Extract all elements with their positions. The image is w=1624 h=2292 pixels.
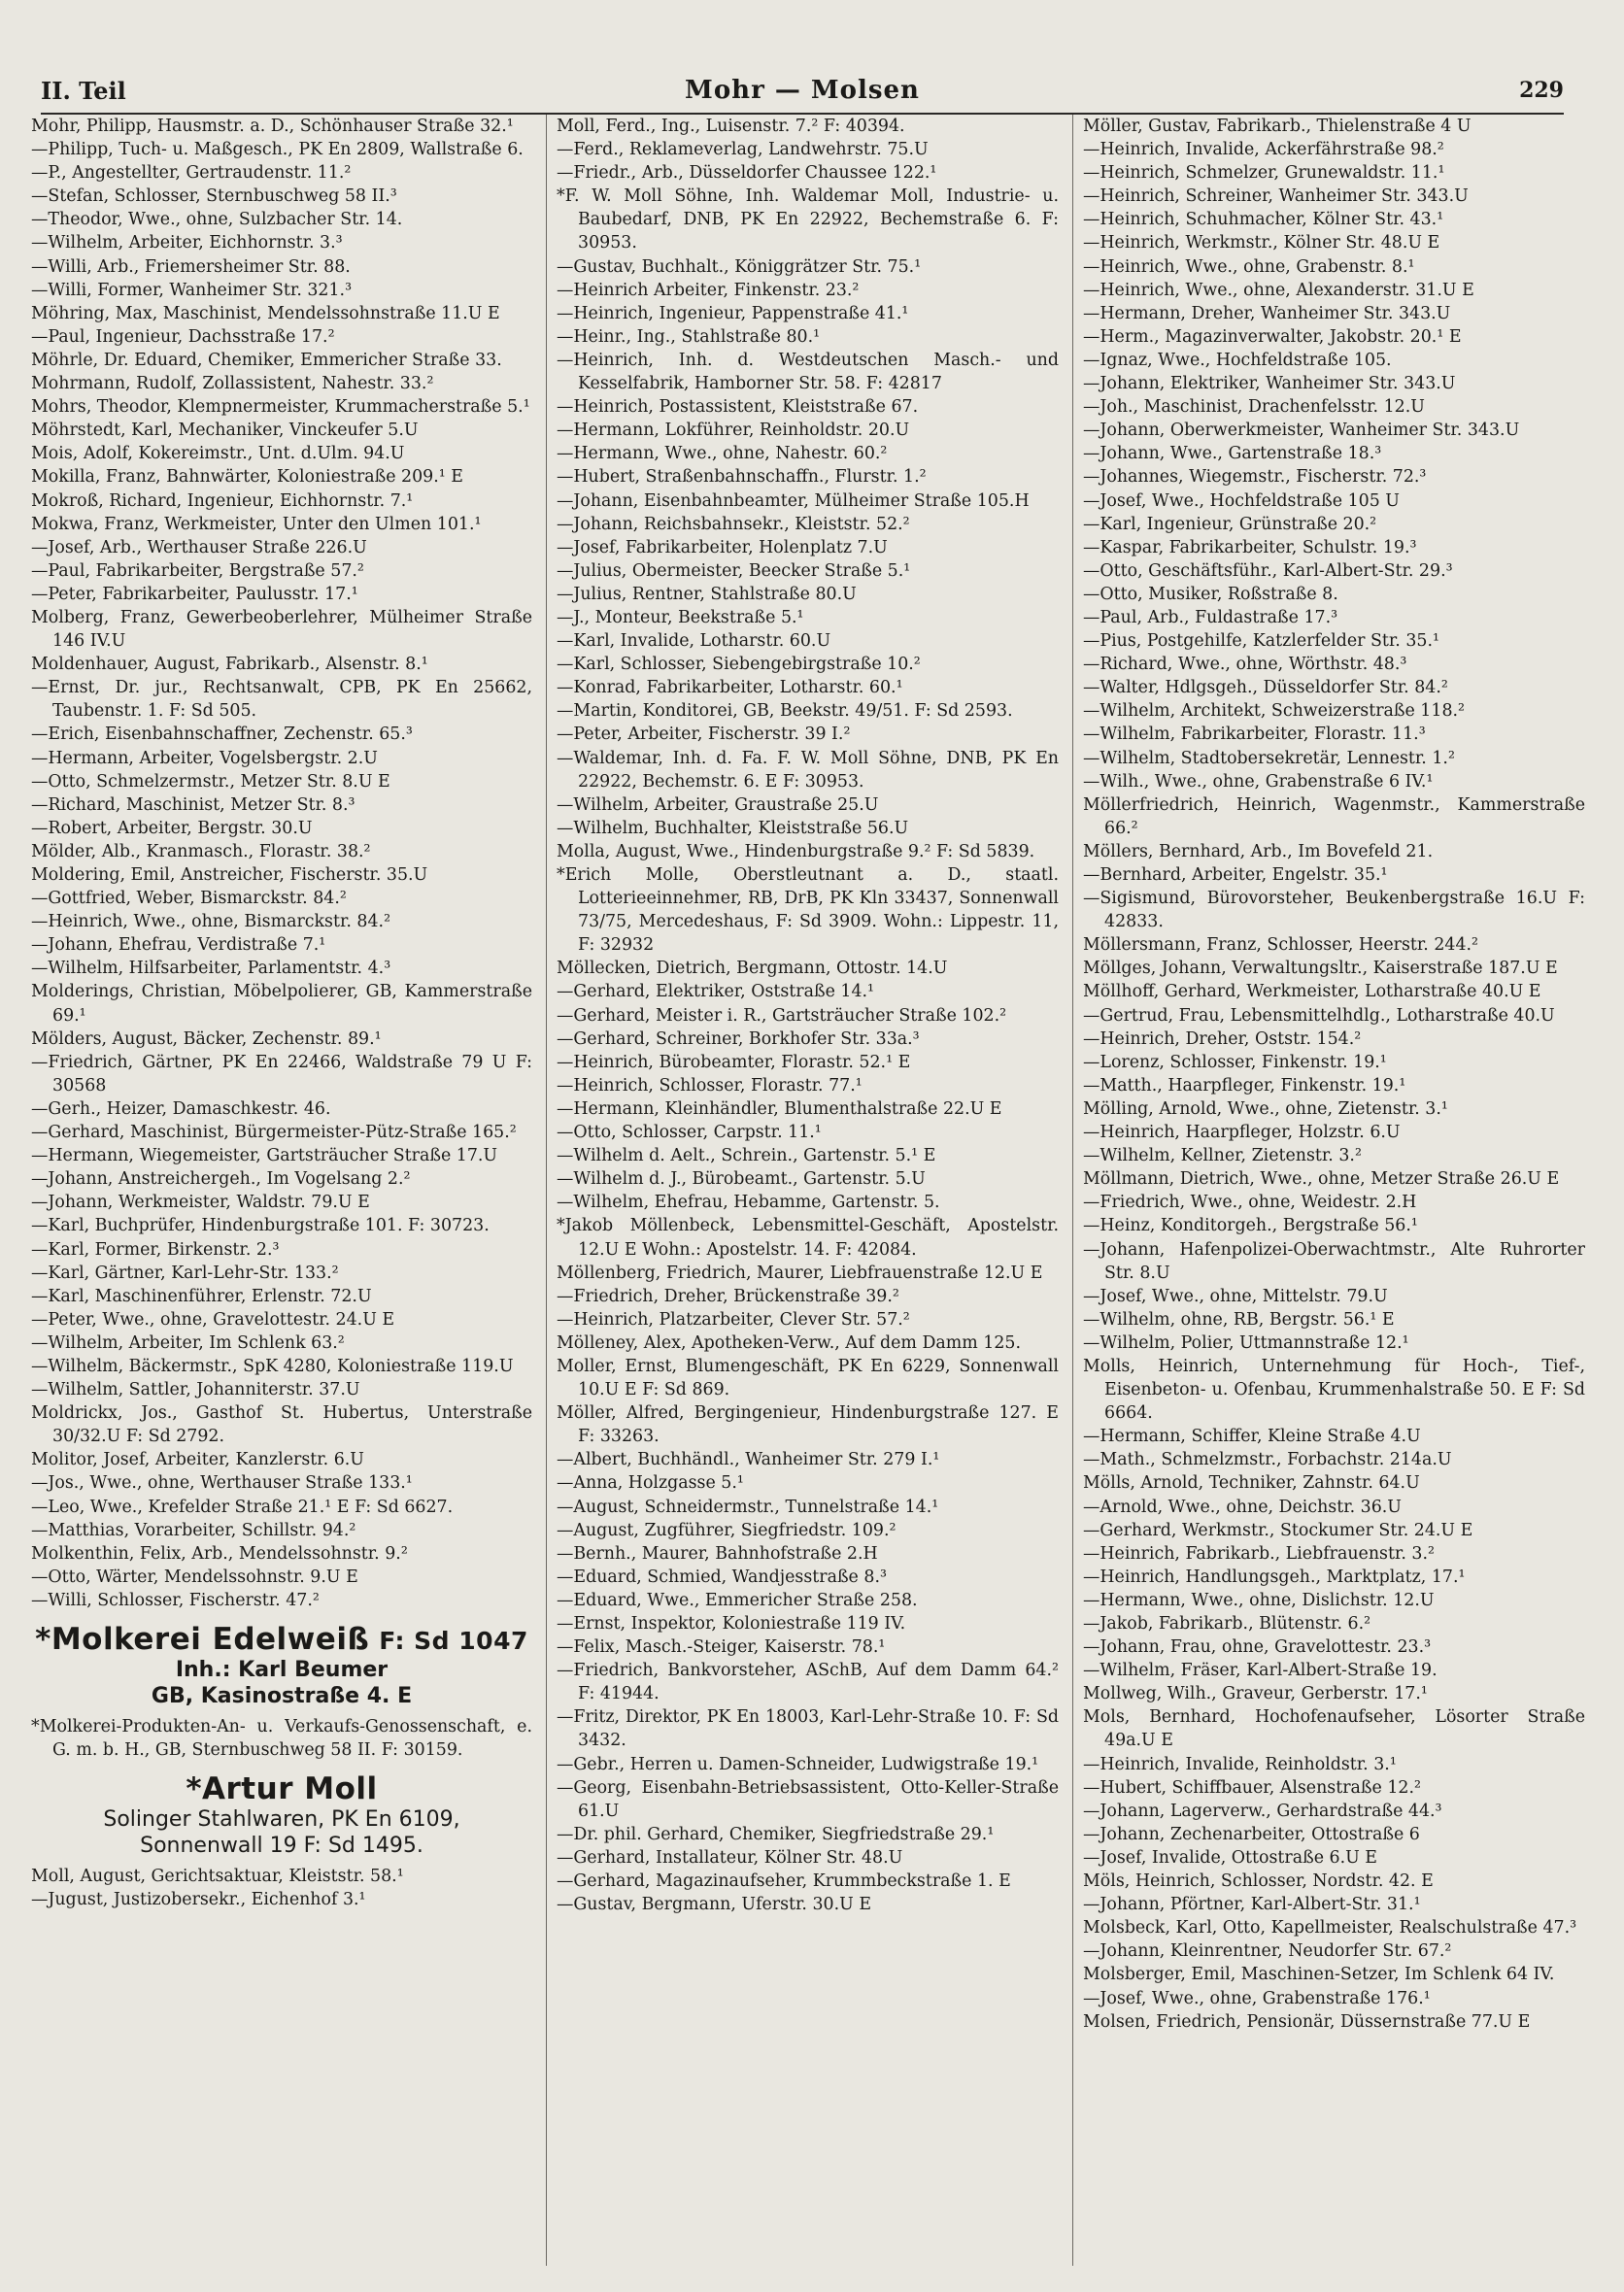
directory-entry: —Lorenz, Schlosser, Finkenstr. 19.¹	[1083, 1052, 1387, 1072]
directory-entry: —Josef, Wwe., Hochfeldstraße 105 U	[1083, 490, 1400, 511]
directory-entry: —Herm., Magazinverwalter, Jakobstr. 20.¹ E	[1083, 326, 1462, 347]
directory-entry: —Johann, Reichsbahnsekr., Kleiststr. 52.²	[557, 514, 910, 534]
directory-entry: Molberg, Franz, Gewerbeoberlehrer, Mülheimer Straße 146 IV.U	[31, 607, 532, 652]
directory-entry: Molitor, Josef, Arbeiter, Kanzlerstr. 6.U	[31, 1450, 364, 1470]
directory-entry: —Karl, Ingenieur, Grünstraße 20.²	[1083, 514, 1377, 534]
directory-entry: —Richard, Wwe., ohne, Wörthstr. 48.³	[1083, 655, 1407, 675]
directory-entry: —Wilhelm, Stadtobersekretär, Lennestr. 1.²	[1083, 748, 1455, 768]
directory-entry: —Julius, Obermeister, Beecker Straße 5.¹	[557, 560, 911, 581]
directory-entry: —Walter, Hdlgsgeh., Düsseldorfer Str. 84.²	[1083, 678, 1448, 698]
directory-entry: —Heinrich, Inh. d. Westdeutschen Masch.- und Kesselfabrik, Hamborner Str. 58. F: 42817	[557, 350, 1059, 394]
ad-moll-name: *Artur Moll	[186, 1771, 378, 1807]
directory-entry: —Peter, Fabrikarbeiter, Paulusstr. 17.¹	[31, 584, 358, 604]
directory-entry: —Wilhelm d. J., Bürobeamt., Gartenstr. 5.U	[557, 1169, 926, 1190]
directory-entry: Moldenhauer, August, Fabrikarb., Alsenstr. 8.¹	[31, 655, 428, 675]
directory-entry: —Gerhard, Elektriker, Oststraße 14.¹	[557, 982, 875, 1002]
directory-entry: —Heinrich, Schuhmacher, Kölner Str. 43.¹	[1083, 210, 1444, 230]
directory-entry: —Hermann, Kleinhändler, Blumenthalstraße 22.U E	[557, 1098, 1002, 1119]
directory-entry: —Jos., Wwe., ohne, Werthauser Straße 133.¹	[31, 1473, 413, 1494]
directory-entry: —Heinz, Konditorgeh., Bergstraße 56.¹	[1083, 1216, 1418, 1236]
directory-entry: —Ferd., Reklameverlag, Landwehrstr. 75.U	[557, 140, 929, 160]
directory-entry: —Johann, Eisenbahnbeamter, Mülheimer Straße 105.H	[557, 490, 1030, 511]
directory-entry: —Heinrich, Fabrikarb., Liebfrauenstr. 3.²	[1083, 1543, 1435, 1564]
directory-entry: —P., Angestellter, Gertraudenstr. 11.²	[31, 163, 352, 184]
directory-entry: —Johannes, Wiegemstr., Fischerstr. 72.³	[1083, 467, 1427, 488]
directory-entry: —Hermann, Wwe., ohne, Nahestr. 60.²	[557, 444, 888, 464]
directory-entry: Moller, Ernst, Blumengeschäft, PK En 6229, Sonnenwall 10.U E F: Sd 869.	[557, 1356, 1059, 1400]
directory-entry: —Wilhelm, Polier, Uttmannstraße 12.¹	[1083, 1332, 1409, 1353]
directory-entry: Mölders, August, Bäcker, Zechenstr. 89.¹	[31, 1028, 382, 1049]
directory-entry: Moll, August, Gerichtsaktuar, Kleiststr. 58.¹	[31, 1867, 404, 1887]
directory-entry: —Johann, Ehefrau, Verdistraße 7.¹	[31, 935, 326, 956]
directory-entry: Möllges, Johann, Verwaltungsltr., Kaiserstraße 187.U E	[1083, 959, 1558, 979]
directory-entry: Mohr, Philipp, Hausmstr. a. D., Schönhauser Straße 32.¹	[31, 117, 514, 136]
directory-entry: —Waldemar, Inh. d. Fa. F. W. Moll Söhne, DNB, PK En 22922, Bechemstr. 6. E F: 30953.	[557, 748, 1059, 792]
directory-entry: —Karl, Buchprüfer, Hindenburgstraße 101. F: 30723.	[31, 1216, 490, 1236]
directory-entry: Mölleney, Alex, Apotheken-Verw., Auf dem Damm 125.	[557, 1332, 1021, 1353]
directory-entry: —Friedrich, Bankvorsteher, ASchB, Auf dem Damm 64.² F: 41944.	[557, 1661, 1059, 1704]
directory-entry: —Richard, Maschinist, Metzer Str. 8.³	[31, 794, 355, 815]
directory-entry: —J., Monteur, Beekstraße 5.¹	[557, 607, 804, 627]
directory-entry: —Paul, Ingenieur, Dachsstraße 17.²	[31, 326, 335, 347]
directory-entry: —Bernhard, Arbeiter, Engelstr. 35.¹	[1083, 865, 1388, 885]
column-1	[31, 115, 532, 2266]
directory-entry: Mollweg, Wilh., Graveur, Gerberstr. 17.¹	[1083, 1684, 1428, 1704]
directory-entry: —Friedr., Arb., Düsseldorfer Chaussee 122.¹	[557, 163, 937, 184]
directory-entry: —Robert, Arbeiter, Bergstr. 30.U	[31, 818, 313, 838]
directory-entry: —Julius, Rentner, Stahlstraße 80.U	[557, 584, 857, 604]
directory-entry: —Josef, Arb., Werthauser Straße 226.U	[31, 537, 367, 557]
directory-entry: —Jakob, Fabrikarb., Blütenstr. 6.²	[1083, 1614, 1371, 1634]
directory-entry: *Erich Molle, Oberstleutnant a. D., staatl. Lotterieeinnehmer, RB, DrB, PK Kln 33437, Sonnenwall 73/75, Mercedeshaus, F: Sd 3909. Wohn.: Lippestr. 11, F: 32932	[557, 865, 1059, 956]
directory-entry: —Friedrich, Gärtner, PK En 22466, Waldstraße 79 U F: 30568	[31, 1052, 532, 1095]
directory-entry: —Ernst, Dr. jur., Rechtsanwalt, CPB, PK En 25662, Taubenstr. 1. F: Sd 505.	[31, 678, 532, 722]
directory-entry: —Heinrich, Schlosser, Florastr. 77.¹	[557, 1075, 863, 1095]
directory-entry: —Math., Schmelzmstr., Forbachstr. 214a.U	[1083, 1450, 1452, 1470]
ad-moll-line2: Sonnenwall 19 F: Sd 1495.	[140, 1834, 423, 1859]
directory-entry: *Jakob Möllenbeck, Lebensmittel-Geschäft, Apostelstr. 12.U E Wohn.: Apostelstr. 14. F: 42084.	[557, 1216, 1059, 1260]
directory-entry: —Hermann, Wiegemeister, Gartsträucher Straße 17.U	[31, 1146, 498, 1166]
directory-entry: —Heinrich, Schreiner, Wanheimer Str. 343.U	[1083, 186, 1469, 207]
directory-entry: —Heinrich, Bürobeamter, Florastr. 52.¹ E	[557, 1052, 911, 1072]
directory-entry: Mölling, Arnold, Wwe., ohne, Zietenstr. 3.¹	[1083, 1098, 1448, 1119]
directory-entry: —Heinrich, Invalide, Ackerfährstraße 98.²	[1083, 140, 1444, 160]
directory-entry: Möhring, Max, Maschinist, Mendelssohnstraße 11.U E	[31, 303, 500, 323]
directory-entry: —Leo, Wwe., Krefelder Straße 21.¹ E F: Sd 6627.	[31, 1497, 454, 1517]
directory-entry: —Gerhard, Maschinist, Bürgermeister-Pütz-Straße 165.²	[31, 1123, 517, 1143]
directory-entry: —Joh., Maschinist, Drachenfelsstr. 12.U	[1083, 397, 1425, 418]
directory-entry: —Konrad, Fabrikarbeiter, Lotharstr. 60.¹	[557, 678, 903, 698]
directory-entry: —Georg, Eisenbahn-Betriebsassistent, Otto-Keller-Straße 61.U	[557, 1777, 1059, 1821]
directory-entry: *Molkerei-Produkten-An- u. Verkaufs-Genossenschaft, e. G. m. b. H., GB, Sternbuschweg 58 II. F: 30159.	[31, 1717, 532, 1761]
directory-entry: —Heinrich, Ingenieur, Pappenstraße 41.¹	[557, 303, 909, 323]
directory-entry: Möllecken, Dietrich, Bergmann, Ottostr. 14.U	[557, 959, 948, 979]
directory-entry: —Willi, Former, Wanheimer Str. 321.³	[31, 280, 353, 300]
directory-entry: —Albert, Buchhändl., Wanheimer Str. 279 I.¹	[557, 1450, 940, 1470]
ad-edelweiss-owner: Inh.: Karl Beumer	[175, 1658, 389, 1682]
directory-entry: Molsbeck, Karl, Otto, Kapellmeister, Realschulstraße 47.³	[1083, 1918, 1577, 1938]
directory-entry: —Pius, Postgehilfe, Katzlerfelder Str. 35.¹	[1083, 631, 1439, 652]
directory-entry: Mokilla, Franz, Bahnwärter, Koloniestraße 209.¹ E	[31, 467, 463, 488]
directory-entry: —Matthias, Vorarbeiter, Schillstr. 94.²	[31, 1520, 356, 1540]
directory-entry: —Wilhelm, Arbeiter, Im Schlenk 63.²	[31, 1332, 345, 1353]
directory-entry: Molkenthin, Felix, Arb., Mendelssohnstr. 9.²	[31, 1543, 408, 1564]
directory-entry: —Friedrich, Dreher, Brückenstraße 39.²	[557, 1286, 899, 1306]
directory-entry: —Felix, Masch.-Steiger, Kaiserstr. 78.¹	[557, 1637, 886, 1658]
directory-entry: —Anna, Holzgasse 5.¹	[557, 1473, 744, 1494]
directory-entry: —Sigismund, Bürovorsteher, Beukenbergstraße 16.U F: 42833.	[1083, 889, 1585, 932]
ad-moll-line1: Solinger Stahlwaren, PK En 6109,	[103, 1807, 460, 1833]
entries-after-edelweiss	[31, 1715, 532, 1762]
directory-entry: Molsberger, Emil, Maschinen-Setzer, Im Schlenk 64 IV.	[1083, 1965, 1555, 1985]
entries-after-moll	[31, 1865, 532, 1911]
directory-entry: —Wilhelm d. Aelt., Schrein., Gartenstr. 5.¹ E	[557, 1146, 936, 1166]
directory-entry: —Heinrich, Handlungsgeh., Marktplatz, 17.¹	[1083, 1567, 1466, 1587]
directory-entry: —Ignaz, Wwe., Hochfeldstraße 105.	[1083, 350, 1392, 370]
directory-entry: —Wilhelm, Buchhalter, Kleiststraße 56.U	[557, 818, 909, 838]
directory-entry: Möllers, Bernhard, Arb., Im Bovefeld 21.	[1083, 841, 1434, 861]
directory-entry: —Heinrich, Haarpfleger, Holzstr. 6.U	[1083, 1123, 1401, 1143]
directory-entry: —Wilhelm, Bäckermstr., SpK 4280, Koloniestraße 119.U	[31, 1356, 514, 1376]
directory-entry: —Josef, Fabrikarbeiter, Holenplatz 7.U	[557, 537, 888, 557]
directory-entry: —Otto, Schmelzermstr., Metzer Str. 8.U E	[31, 771, 390, 792]
directory-entry: Möhrle, Dr. Eduard, Chemiker, Emmericher Straße 33.	[31, 350, 502, 370]
directory-entry: Möhrstedt, Karl, Mechaniker, Vinckeufer 5.U	[31, 421, 419, 441]
directory-entry: —Gerhard, Installateur, Kölner Str. 48.U	[557, 1847, 903, 1868]
directory-entry: —Johann, Wwe., Gartenstraße 18.³	[1083, 444, 1382, 464]
column-2	[546, 115, 1059, 2266]
directory-entry: —Heinrich, Wwe., ohne, Grabenstr. 8.¹	[1083, 256, 1415, 277]
directory-entry: —Paul, Arb., Fuldastraße 17.³	[1083, 607, 1338, 627]
directory-entry: —Eduard, Schmied, Wandjesstraße 8.³	[557, 1567, 887, 1587]
directory-entry: —Karl, Invalide, Lotharstr. 60.U	[557, 631, 831, 652]
directory-entry: —Gottfried, Weber, Bismarckstr. 84.²	[31, 889, 347, 909]
directory-entry: —Wilhelm, Arbeiter, Eichhornstr. 3.³	[31, 233, 343, 253]
directory-entry: —Heinrich, Platzarbeiter, Clever Str. 57.²	[557, 1309, 910, 1330]
directory-entry: —Karl, Former, Birkenstr. 2.³	[31, 1239, 280, 1260]
directory-entry: Mols, Bernhard, Hochofenaufseher, Lösorter Straße 49a.U E	[1083, 1707, 1585, 1751]
entry-columns	[31, 115, 1585, 2266]
directory-entry: —Hermann, Wwe., ohne, Dislichstr. 12.U	[1083, 1590, 1435, 1610]
directory-entry: *F. W. Moll Söhne, Inh. Waldemar Moll, Industrie- u. Baubedarf, DNB, PK En 22922, Bechemstraße 6. F: 30953.	[557, 186, 1059, 253]
directory-entry: —Gerhard, Meister i. R., Gartsträucher Straße 102.²	[557, 1005, 1007, 1026]
column-1-entries	[31, 115, 532, 1612]
directory-entry: —Hubert, Schiffbauer, Alsenstraße 12.²	[1083, 1777, 1421, 1798]
directory-entry: —Johann, Anstreichergeh., Im Vogelsang 2.²	[31, 1169, 411, 1190]
directory-entry: —Hubert, Straßenbahnschaffn., Flurstr. 1.²	[557, 467, 927, 488]
advertisement-artur-moll	[31, 1771, 532, 1859]
directory-entry: —Johann, Frau, ohne, Gravelottestr. 23.³	[1083, 1637, 1432, 1658]
directory-entry: —Peter, Wwe., ohne, Gravelottestr. 24.U E	[31, 1309, 395, 1330]
directory-entry: —Karl, Gärtner, Karl-Lehr-Str. 133.²	[31, 1263, 339, 1283]
directory-entry: —Bernh., Maurer, Bahnhofstraße 2.H	[557, 1543, 878, 1564]
directory-entry: —Karl, Schlosser, Siebengebirgstraße 10.²	[557, 655, 921, 675]
directory-entry: —Heinrich, Dreher, Oststr. 154.²	[1083, 1028, 1362, 1049]
directory-entry: Molsen, Friedrich, Pensionär, Düssernstraße 77.U E	[1083, 2011, 1531, 2032]
directory-entry: —Gustav, Bergmann, Uferstr. 30.U E	[557, 1895, 872, 1915]
page-number: 229	[1519, 78, 1564, 103]
directory-entry: —Johann, Pförtner, Karl-Albert-Str. 31.¹	[1083, 1895, 1421, 1915]
directory-entry: Moldering, Emil, Anstreicher, Fischerstr. 35.U	[31, 865, 428, 885]
column-2-entries	[557, 115, 1059, 1916]
directory-entry: —Wilhelm, Hilfsarbeiter, Parlamentstr. 4.³	[31, 959, 391, 979]
directory-entry: —Peter, Arbeiter, Fischerstr. 39 I.²	[557, 725, 851, 745]
directory-entry: —Ernst, Inspektor, Koloniestraße 119 IV.	[557, 1614, 906, 1634]
page-header	[41, 68, 1564, 115]
directory-entry: Möllerfriedrich, Heinrich, Wagenmstr., Kammerstraße 66.²	[1083, 794, 1585, 838]
directory-entry: Möller, Alfred, Bergingenieur, Hindenburgstraße 127. E F: 33263.	[557, 1403, 1059, 1447]
directory-entry: —Wilhelm, Arbeiter, Graustraße 25.U	[557, 794, 879, 815]
directory-entry: Möllenberg, Friedrich, Maurer, Liebfrauenstraße 12.U E	[557, 1263, 1043, 1283]
directory-entry: —Gebr., Herren u. Damen-Schneider, Ludwigstraße 19.¹	[557, 1754, 1039, 1774]
directory-entry: Moldrickx, Jos., Gasthof St. Hubertus, Unterstraße 30/32.U F: Sd 2792.	[31, 1403, 532, 1447]
ad-edelweiss-phone: F: Sd 1047	[379, 1627, 528, 1655]
directory-entry: —Josef, Invalide, Ottostraße 6.U E	[1083, 1847, 1377, 1868]
directory-entry: —Gerhard, Magazinaufseher, Krummbeckstraße 1. E	[557, 1871, 1011, 1892]
directory-entry: —Gertrud, Frau, Lebensmittelhdlg., Lotharstraße 40.U	[1083, 1005, 1555, 1026]
directory-entry: —Hermann, Schiffer, Kleine Straße 4.U	[1083, 1427, 1421, 1447]
directory-entry: Molls, Heinrich, Unternehmung für Hoch-, Tief-, Eisenbeton- u. Ofenbau, Krummenhalstraße 50. E F: Sd 6664.	[1083, 1356, 1585, 1424]
directory-entry: —Otto, Musiker, Roßstraße 8.	[1083, 584, 1338, 604]
directory-entry: —Karl, Maschinenführer, Erlenstr. 72.U	[31, 1286, 372, 1306]
directory-entry: —Otto, Geschäftsführ., Karl-Albert-Str. 29.³	[1083, 560, 1453, 581]
directory-entry: —Josef, Wwe., ohne, Mittelstr. 79.U	[1083, 1286, 1388, 1306]
directory-entry: —Martin, Konditorei, GB, Beekstr. 49/51. F: Sd 2593.	[557, 701, 1013, 722]
directory-entry: —Willi, Arb., Friemersheimer Str. 88.	[31, 256, 351, 277]
column-3	[1072, 115, 1585, 2266]
directory-entry: —Heinrich, Postassistent, Kleiststraße 67.	[557, 397, 919, 418]
directory-entry: —Wilhelm, Architekt, Schweizerstraße 118.²	[1083, 701, 1466, 722]
directory-entry: —Wilhelm, Fräser, Karl-Albert-Straße 19.	[1083, 1661, 1438, 1681]
directory-entry: —Willi, Schlosser, Fischerstr. 47.²	[31, 1590, 320, 1610]
directory-entry: —Wilhelm, Kellner, Zietenstr. 3.²	[1083, 1146, 1362, 1166]
directory-entry: —Wilhelm, Fabrikarbeiter, Florastr. 11.³	[1083, 725, 1426, 745]
directory-entry: —Gerhard, Schreiner, Borkhofer Str. 33a.³	[557, 1028, 920, 1049]
directory-entry: Molderings, Christian, Möbelpolierer, GB, Kammerstraße 69.¹	[31, 982, 532, 1026]
directory-entry: —Otto, Wärter, Mendelssohnstr. 9.U E	[31, 1567, 358, 1587]
ad-edelweiss-address: GB, Kasinostraße 4. E	[151, 1684, 413, 1708]
directory-entry: Mohrs, Theodor, Klempnermeister, Krummacherstraße 5.¹	[31, 397, 530, 418]
directory-entry: —Gerh., Heizer, Damaschkestr. 46.	[31, 1098, 331, 1119]
directory-entry: —Stefan, Schlosser, Sternbuschweg 58 II.³	[31, 186, 397, 207]
directory-entry: —Erich, Eisenbahnschaffner, Zechenstr. 65.³	[31, 725, 413, 745]
directory-entry: Möllmann, Dietrich, Wwe., ohne, Metzer Straße 26.U E	[1083, 1169, 1560, 1190]
directory-entry: —Johann, Zechenarbeiter, Ottostraße 6	[1083, 1824, 1420, 1844]
directory-entry: —Heinrich, Invalide, Reinholdstr. 3.¹	[1083, 1754, 1397, 1774]
directory-entry: —Johann, Elektriker, Wanheimer Str. 343.U	[1083, 374, 1456, 394]
directory-entry: —Gerhard, Werkmstr., Stockumer Str. 24.U E	[1083, 1520, 1473, 1540]
directory-entry: —Heinrich, Werkmstr., Kölner Str. 48.U E	[1083, 233, 1440, 253]
directory-entry: —Matth., Haarpfleger, Finkenstr. 19.¹	[1083, 1075, 1406, 1095]
directory-entry: Moll, Ferd., Ing., Luisenstr. 7.² F: 40394.	[557, 117, 905, 136]
directory-entry: Möllhoff, Gerhard, Werkmeister, Lotharstraße 40.U E	[1083, 982, 1541, 1002]
directory-entry: —Jugust, Justizobersekr., Eichenhof 3.¹	[31, 1890, 366, 1910]
directory-entry: —Heinr., Ing., Stahlstraße 80.¹	[557, 326, 821, 347]
directory-entry: —Johann, Lagerverw., Gerhardstraße 44.³	[1083, 1801, 1442, 1821]
directory-entry: —Friedrich, Wwe., ohne, Weidestr. 2.H	[1083, 1193, 1417, 1213]
directory-entry: —Arnold, Wwe., ohne, Deichstr. 36.U	[1083, 1497, 1402, 1517]
directory-entry: —Hermann, Arbeiter, Vogelsbergstr. 2.U	[31, 748, 378, 768]
directory-entry: Mölder, Alb., Kranmasch., Florastr. 38.²	[31, 841, 371, 861]
directory-entry: —Kaspar, Fabrikarbeiter, Schulstr. 19.³	[1083, 537, 1417, 557]
directory-entry: —Philipp, Tuch- u. Maßgesch., PK En 2809, Wallstraße 6.	[31, 140, 524, 160]
directory-entry: Möllersmann, Franz, Schlosser, Heerstr. 244.²	[1083, 935, 1479, 956]
advertisement-molkerei-edelweiss	[31, 1622, 532, 1709]
directory-entry: —Hermann, Dreher, Wanheimer Str. 343.U	[1083, 303, 1451, 323]
directory-entry: Möls, Heinrich, Schlosser, Nordstr. 42. E	[1083, 1871, 1434, 1892]
directory-entry: Molla, August, Wwe., Hindenburgstraße 9.² F: Sd 5839.	[557, 841, 1035, 861]
directory-entry: Mohrmann, Rudolf, Zollassistent, Nahestr. 33.²	[31, 374, 434, 394]
directory-entry: Mokroß, Richard, Ingenieur, Eichhornstr. 7.¹	[31, 490, 414, 511]
directory-entry: —Heinrich, Wwe., ohne, Bismarckstr. 84.²	[31, 912, 391, 932]
directory-entry: Mois, Adolf, Kokereimstr., Unt. d.Ulm. 94.U	[31, 444, 405, 464]
directory-entry: —Otto, Schlosser, Carpstr. 11.¹	[557, 1123, 822, 1143]
directory-entry: —Johann, Kleinrentner, Neudorfer Str. 67.²	[1083, 1941, 1452, 1962]
directory-entry: —Johann, Werkmeister, Waldstr. 79.U E	[31, 1193, 370, 1213]
directory-entry: —Heinrich, Wwe., ohne, Alexanderstr. 31.U E	[1083, 280, 1474, 300]
directory-entry: —Fritz, Direktor, PK En 18003, Karl-Lehr-Straße 10. F: Sd 3432.	[557, 1707, 1059, 1751]
directory-entry: —Johann, Hafenpolizei-Oberwachtmstr., Alte Ruhrorter Str. 8.U	[1083, 1239, 1585, 1283]
column-3-entries	[1083, 115, 1585, 2034]
directory-entry: —Wilh., Wwe., ohne, Grabenstraße 6 IV.¹	[1083, 771, 1434, 792]
directory-entry: Mölls, Arnold, Techniker, Zahnstr. 64.U	[1083, 1473, 1420, 1494]
directory-entry: —August, Zugführer, Siegfriedstr. 109.²	[557, 1520, 897, 1540]
directory-entry: —Eduard, Wwe., Emmericher Straße 258.	[557, 1590, 918, 1610]
directory-entry: Mokwa, Franz, Werkmeister, Unter den Ulmen 101.¹	[31, 514, 482, 534]
directory-entry: —Gustav, Buchhalt., Königgrätzer Str. 75.¹	[557, 256, 922, 277]
directory-entry: —Dr. phil. Gerhard, Chemiker, Siegfriedstraße 29.¹	[557, 1824, 995, 1844]
directory-entry: —Johann, Oberwerkmeister, Wanheimer Str. 343.U	[1083, 421, 1520, 441]
directory-entry: —Paul, Fabrikarbeiter, Bergstraße 57.²	[31, 560, 364, 581]
directory-entry: Möller, Gustav, Fabrikarb., Thielenstraße 4 U	[1083, 117, 1472, 136]
directory-entry: —Heinrich, Schmelzer, Grunewaldstr. 11.¹	[1083, 163, 1445, 184]
directory-entry: —Wilhelm, ohne, RB, Bergstr. 56.¹ E	[1083, 1309, 1395, 1330]
directory-entry: —Heinrich Arbeiter, Finkenstr. 23.²	[557, 280, 860, 300]
directory-entry: —Wilhelm, Sattler, Johanniterstr. 37.U	[31, 1380, 360, 1400]
ad-edelweiss-name: *Molkerei Edelweiß	[35, 1622, 370, 1657]
directory-entry: —August, Schneidermstr., Tunnelstraße 14.¹	[557, 1497, 939, 1517]
directory-entry: —Josef, Wwe., ohne, Grabenstraße 176.¹	[1083, 1988, 1431, 2008]
page-title: Mohr — Molsen	[685, 76, 920, 105]
section-label: II. Teil	[41, 76, 126, 105]
directory-entry: —Theodor, Wwe., ohne, Sulzbacher Str. 14.	[31, 210, 403, 230]
directory-entry: —Hermann, Lokführer, Reinholdstr. 20.U	[557, 421, 910, 441]
directory-entry: —Wilhelm, Ehefrau, Hebamme, Gartenstr. 5.	[557, 1193, 940, 1213]
